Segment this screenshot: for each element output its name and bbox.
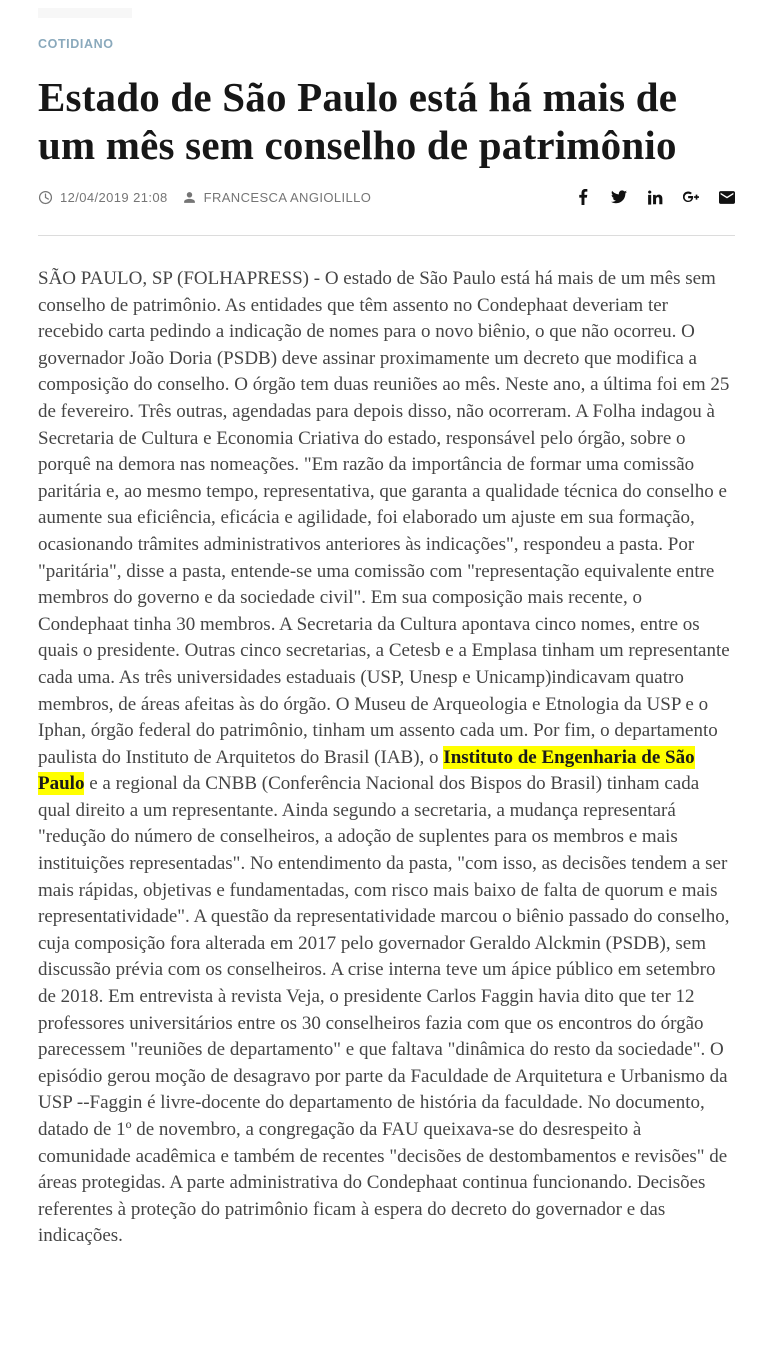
highlighted-text: Instituto de Engenharia de São Paulo [38,746,695,795]
email-share-icon[interactable] [719,189,735,205]
article-text-before-highlight: SÃO PAULO, SP (FOLHAPRESS) - O estado de São Paulo está há mais de um mês sem conselho de patrimônio. As entidades que têm assento no Condephaat deveriam ter recebido carta pedindo a indicação de nomes para o novo biênio, o que não ocorreu. O governador João Doria (PSDB) deve assinar proximamente um decreto que modifica a composição do conselho. O órgão tem duas reuniões ao mês. Neste ano, a última foi em 25 de fevereiro. Três outras, agendadas para depois disso, não ocorreram. A Folha indagou à Secretaria de Cultura e Economia Criativa do estado, responsável pelo órgão, sobre o porquê na demora nas nomeações. "Em razão da importância de formar uma comissão paritária e, ao mesmo tempo, representativa, que garanta a qualidade técnica do conselho e aumente sua eficiência, eficácia e agilidade, foi elaborado um ajuste em sua formação, ocasionando trâmites administrativos anteriores às indicações", respondeu a pasta. Por "paritária", disse a pasta, entende-se uma comissão com "representação equivalente entre membros do governo e da sociedade civil". Em sua composição mais recente, o Condephaat tinha 30 membros. A Secretaria da Cultura apontava cinco nomes, entre os quais o presidente. Outras cinco secretarias, a Cetesb e a Emplasa tinham um representante cada uma. As três universidades estaduais (USP, Unesp e Unicamp)indicavam quatro membros, de áreas afeitas às do órgão. O Museu de Arqueologia e Etnologia da USP e o Iphan, órgão federal do patrimônio, tinham um assento cada um. Por fim, o departamento paulista do Instituto de Arquitetos do Brasil (IAB), o [38,268,730,768]
article-body [38,266,735,1250]
publish-datetime: 12/04/2019 21:08 [60,189,168,205]
facebook-share-icon[interactable] [575,189,591,205]
section-kicker-link[interactable]: COTIDIANO [38,37,114,51]
person-icon [182,190,197,205]
article-headline: Estado de São Paulo está há mais de um mês sem conselho de patrimônio [38,74,678,168]
share-toolbar [575,189,735,205]
clock-icon [38,190,53,205]
article-text-after-highlight: e a regional da CNBB (Conferência Nacional dos Bispos do Brasil) tinham cada qual direito a um representante. Ainda segundo a secretaria, a mudança representará "redução do número de conselheiros, a adoção de suplentes para os membros e mais instituições representadas". No entendimento da pasta, "com isso, as decisões tendem a ser mais rápidas, objetivas e fundamentadas, com risco mais baixo de falta de quorum e mais representatividade". A questão da representatividade marcou o biênio passado do conselho, cuja composição fora alterada em 2017 pelo governador Geraldo Alckmin (PSDB), sem discussão prévia com os conselheiros. A crise interna teve um ápice público em setembro de 2018. Em entrevista à revista Veja, o presidente Carlos Faggin havia dito que ter 12 professores universitários entre os 30 conselheiros fazia com que os encontros do órgão parecessem "reuniões de departamento" e que faltava "dinâmica do resto da sociedade". O episódio gerou moção de desagravo por parte da Faculdade de Arquitetura e Urbanismo da USP --Faggin é livre-docente do departamento de história da faculdade. No documento, datado de 1º de novembro, a congregação da FAU queixava-se do desrespeito à comunidade acadêmica e também de recentes "decisões de destombamentos e revisões" de áreas protegidas. A parte administrativa do Condephaat continua funcionando. Decisões referentes à proteção do patrimônio ficam à espera do decreto do governador e das indicações. [38,773,730,1247]
byline-meta [38,190,371,205]
top-placeholder-bar [38,8,132,18]
linkedin-share-icon[interactable] [647,189,663,205]
author-name: FRANCESCA ANGIOLILLO [203,189,372,205]
byline-row [38,189,735,205]
header-divider [38,235,735,236]
google-plus-share-icon[interactable] [683,189,699,205]
twitter-share-icon[interactable] [611,189,627,205]
